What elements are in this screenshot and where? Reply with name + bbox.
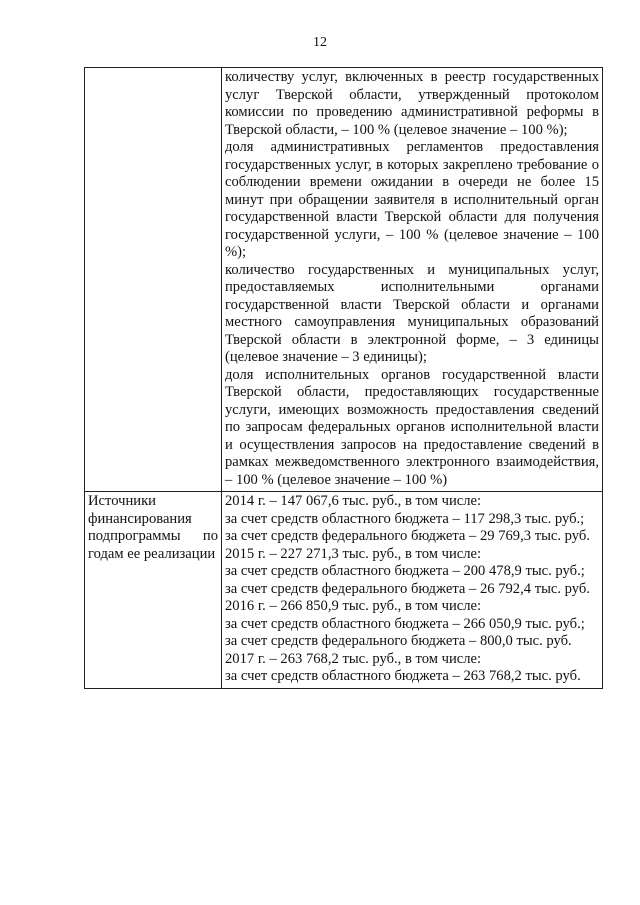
table-row-indicators	[85, 68, 603, 492]
funding-line: за счет средств федерального бюджета – 26 792,4 тыс. руб.	[225, 580, 590, 597]
row-label-empty	[85, 68, 222, 492]
funding-line: за счет средств областного бюджета – 263 768,2 тыс. руб.	[225, 668, 581, 684]
funding-year-total: 2017 г. – 263 768,2 тыс. руб., в том числе:	[225, 650, 482, 667]
indicators-cell	[222, 68, 603, 492]
funding-line: за счет средств федерального бюджета – 29 769,3 тыс. руб.	[225, 528, 590, 544]
indicator-paragraph: доля административных регламентов предоставления государственных услуг, в которых закреплено требование о соблюдении времени ожидании в очереди не более 15 минут при обращении заявителя в исполнительный орган государственной власти Тверской области для получения государственной услуги, – 100 % (целевое значение – 100 %);	[225, 139, 599, 260]
table-row-funding	[85, 492, 603, 689]
funding-line: за счет средств областного бюджета – 266 050,9 тыс. руб.;	[225, 615, 585, 632]
funding-sources-label: Источники финансирования подпрограммы по годам ее реализации	[85, 492, 222, 689]
indicator-paragraph: количеству услуг, включенных в реестр государственных услуг Тверской области, утвержденный протоколом комиссии по проведению административной реформы в Тверской области, – 100 % (целевое значение – 100 %);	[225, 69, 599, 138]
funding-line: за счет средств федерального бюджета – 800,0 тыс. руб.	[225, 633, 572, 649]
indicator-paragraph: количество государственных и муниципальных услуг, предоставляемых исполнительными органами государственной власти Тверской области и органами местного самоуправления муниципальных образований Тверской области в электронной форме, – 3 единицы (целевое значение – 3 единицы);	[225, 261, 599, 365]
subprogram-passport-table	[84, 67, 603, 689]
funding-line: за счет средств областного бюджета – 117 298,3 тыс. руб.;	[225, 510, 585, 527]
page-number: 12	[313, 35, 327, 50]
funding-year-total: 2015 г. – 227 271,3 тыс. руб., в том числе:	[225, 545, 482, 562]
funding-cell	[222, 492, 603, 689]
funding-year-total: 2014 г. – 147 067,6 тыс. руб., в том числе:	[225, 493, 482, 509]
indicator-paragraph: доля исполнительных органов государственной власти Тверской области, предоставляющих государственные услуги, имеющих возможность предоставления сведений по запросам федеральных органов исполнительной власти и осуществления запросов на предоставление сведений в рамках межведомственного электронного взаимодействия, – 100 % (целевое значение – 100 %)	[225, 366, 599, 488]
funding-year-total: 2016 г. – 266 850,9 тыс. руб., в том числе:	[225, 598, 482, 614]
funding-line: за счет средств областного бюджета – 200 478,9 тыс. руб.;	[225, 563, 585, 579]
